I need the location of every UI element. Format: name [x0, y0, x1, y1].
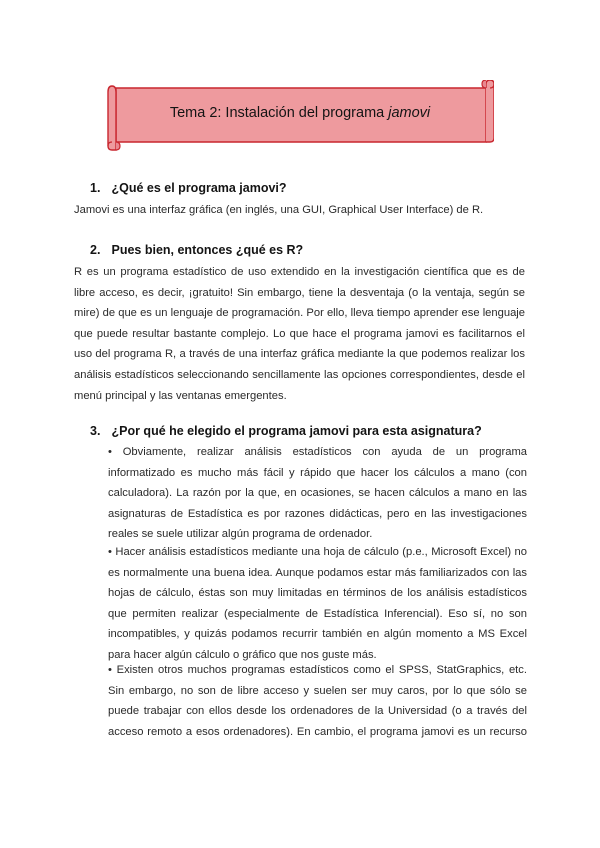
section-2-heading — [90, 243, 303, 257]
title-italic-text: jamovi — [388, 105, 431, 121]
section-number: 1. — [90, 181, 101, 195]
bullet-paragraph: • Obviamente, realizar análisis estadísticos con ayuda de un programa informatizado es mucho más fácil y rápido que hacer los cálculos a mano (con calculadora). La razón por la que, en ocasiones, se hacen cálculos a mano en las asignaturas de Estadística es por razones didácticas, pero en las investigaciones reales se suele utilizar algún programa de ordenador. — [108, 446, 527, 541]
section-2-body: R es un programa estadístico de uso extendido en la investigación científica que es de libre acceso, es decir, ¡gratuito! Sin embargo, tiene la desventaja (o la ventaja, según se mire) de que es un lenguaje de programación. Por ello, lleva tiempo aprender ese lenguaje que puede resultar bastante complejo. Lo que hace el programa jamovi es facilitarnos el uso del programa R, a través de una interfaz gráfica mediante la que podemos realizar los análisis estadísticos seleccionando sencillamente las opciones correspondientes, desde el menú principal y las ventanas emergentes. — [74, 266, 525, 402]
document-title — [106, 105, 494, 121]
section-title: ¿Por qué he elegido el programa jamovi para esta asignatura? — [111, 424, 482, 438]
title-banner — [106, 80, 494, 156]
title-text: Tema 2: Instalación del programa — [169, 105, 389, 121]
bullet-paragraph: • Existen otros muchos programas estadísticos como el SPSS, StatGraphics, etc. Sin embargo, no son de libre acceso y suelen ser muy caros, por lo que sólo se puede trabajar con ellos desde los ordenadores de la Universidad (o a través del acceso remoto a esos ordenadores). En cambio, el programa jamovi es un recurso — [108, 664, 527, 738]
section-number: 3. — [90, 424, 101, 438]
section-title: ¿Qué es el programa jamovi? — [111, 181, 287, 195]
bullet-paragraph: • Hacer análisis estadísticos mediante una hoja de cálculo (p.e., Microsoft Excel) no es normalmente una buena idea. Aunque podamos estar más familiarizados con las hojas de cálculo, éstas son muy limitadas en términos de los análisis estadísticos que permiten realizar (especialmente de Estadística Inferencial). Eso sí, no son incompatibles, y quizás podamos recurrir también en algún momento a MS Excel para hacer algún cálculo o gráfico que nos guste más. — [108, 546, 527, 661]
section-3-heading — [90, 424, 482, 438]
section-number: 2. — [90, 243, 101, 257]
section-1-body: Jamovi es una interfaz gráfica (en inglés, una GUI, Graphical User Interface) de R. — [74, 204, 484, 216]
section-1-heading — [90, 181, 287, 195]
section-title: Pues bien, entonces ¿qué es R? — [111, 243, 304, 257]
